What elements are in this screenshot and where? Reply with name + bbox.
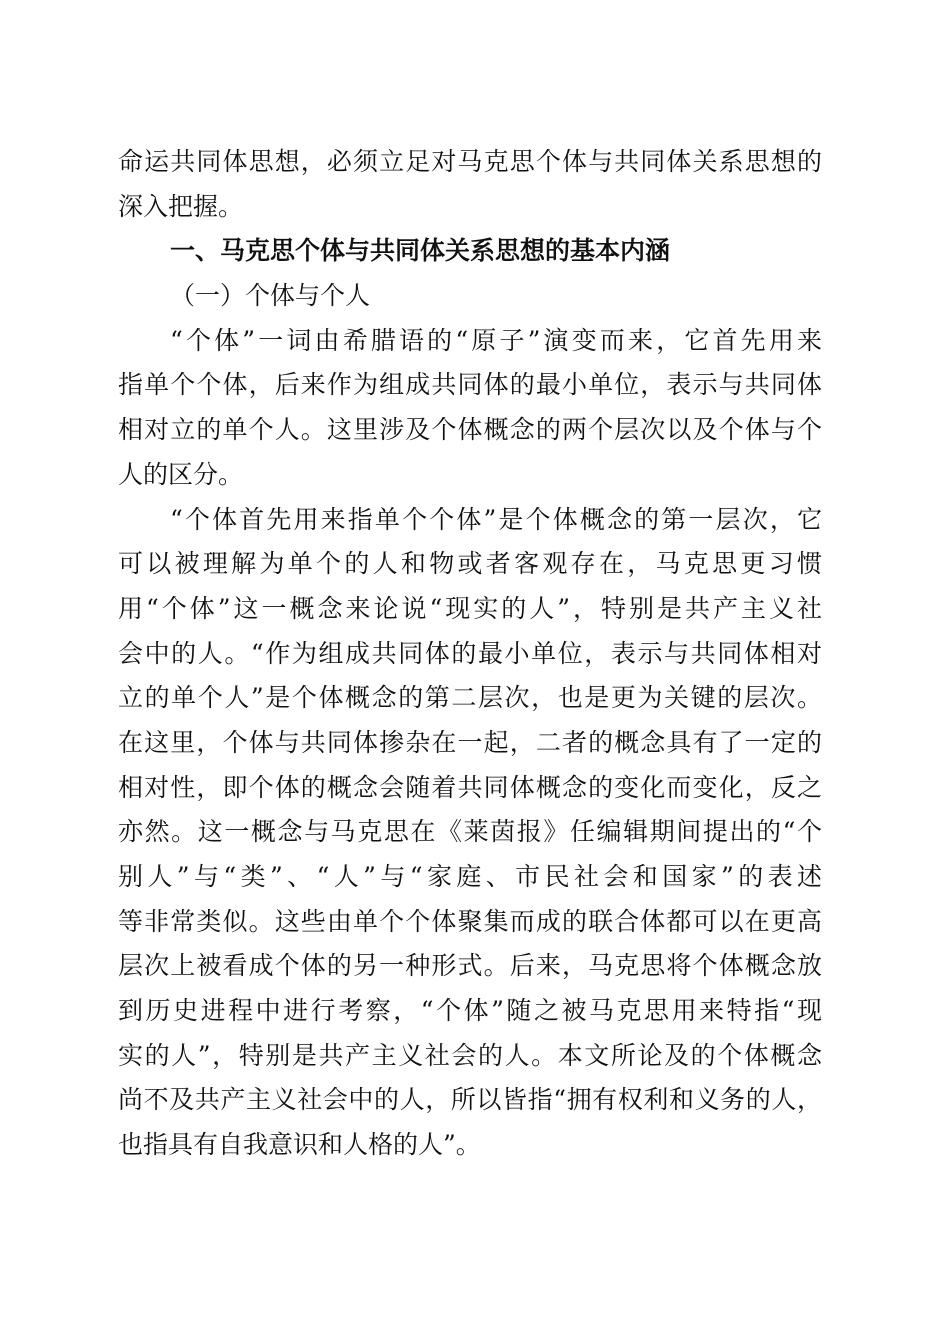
intro-paragraph xyxy=(118,140,822,229)
paragraph-line: 指单个个体，后来作为组成共同体的最小单位，表示与共同体 xyxy=(118,370,822,400)
paragraph-line: 也指具有自我意识和人格的人”。 xyxy=(118,1130,481,1160)
paragraph-line: 命运共同体思想，必须立足对马克思个体与共同体关系思想的 xyxy=(118,147,822,176)
paragraph-line: “个体首先用来指单个个体”是个体概念的第一层次，它 xyxy=(170,504,822,534)
paragraph-line: 别人”与“类”、“人”与“家庭、市民社会和国家”的表述 xyxy=(118,862,822,891)
paragraph-line: 到历史进程中进行考察，“个体”随之被马克思用来特指“现 xyxy=(118,996,822,1026)
paragraph-line: 立的单个人”是个体概念的第二层次，也是更为关键的层次。 xyxy=(118,683,822,713)
body-paragraph-2 xyxy=(118,498,822,1168)
section-heading: 一、马克思个体与共同体关系思想的基本内涵 xyxy=(170,236,671,266)
paragraph-line: 等非常类似。这些由单个个体聚集而成的联合体都可以在更高 xyxy=(118,906,822,936)
paragraph-line: 相对立的单个人。这里涉及个体概念的两个层次以及个体与个 xyxy=(118,415,822,445)
paragraph-line: 亦然。这一概念与马克思在《莱茵报》任编辑期间提出的“个 xyxy=(118,817,822,847)
paragraph-line: 在这里，个体与共同体掺杂在一起，二者的概念具有了一定的 xyxy=(118,727,822,757)
paragraph-line: 层次上被看成个体的另一种形式。后来，马克思将个体概念放 xyxy=(118,951,822,981)
paragraph-line: 实的人”，特别是共产主义社会的人。本文所论及的个体概念 xyxy=(118,1040,822,1070)
paragraph-line: 深入把握。 xyxy=(118,191,244,221)
body-paragraph-1 xyxy=(118,319,822,498)
paragraph-line: 尚不及共产主义社会中的人，所以皆指“拥有权利和义务的人， xyxy=(118,1085,822,1115)
paragraph-line: “个体”一词由希腊语的“原子”演变而来，它首先用来 xyxy=(170,325,822,355)
paragraph-line: 可以被理解为单个的人和物或者客观存在，马克思更习惯 xyxy=(118,549,822,579)
document-page xyxy=(118,140,822,1168)
paragraph-line: 人的区分。 xyxy=(118,459,244,489)
paragraph-line: 相对性，即个体的概念会随着共同体概念的变化而变化，反之 xyxy=(118,772,822,802)
subsection-heading: （一）个体与个人 xyxy=(170,281,371,311)
paragraph-line: 会中的人。“作为组成共同体的最小单位，表示与共同体相对 xyxy=(118,638,822,668)
paragraph-line: 用“个体”这一概念来论说“现实的人”，特别是共产主义社 xyxy=(118,593,822,623)
